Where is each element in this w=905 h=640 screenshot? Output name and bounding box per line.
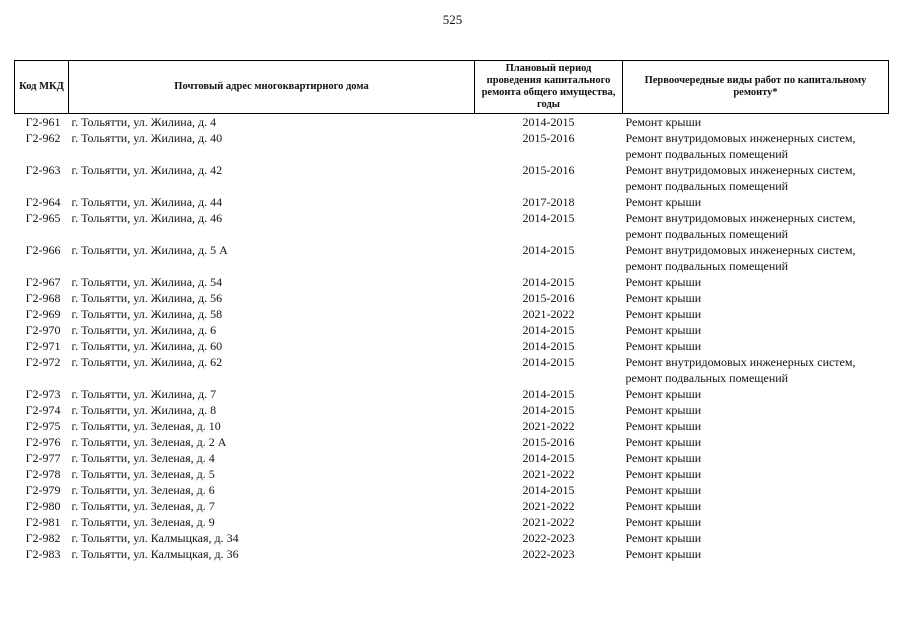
table-row [15,482,889,498]
table-header [15,61,889,114]
repair-table-container [14,60,889,562]
cell-works: Ремонт внутридомовых инженерных систем, ремонт подвальных помещений [625,131,856,161]
table-row [15,306,889,322]
table-row [15,498,889,514]
cell-address: г. Тольятти, ул. Жилина, д. 7 [71,387,217,401]
cell-works: Ремонт крыши [625,499,702,513]
cell-works: Ремонт крыши [625,435,702,449]
table-row [15,434,889,450]
table-row [15,338,889,354]
cell-address: г. Тольятти, ул. Жилина, д. 42 [71,163,223,177]
cell-works: Ремонт крыши [625,307,702,321]
cell-works: Ремонт крыши [625,195,702,209]
cell-code: Г2-965 [25,211,61,225]
cell-code: Г2-976 [25,435,61,449]
cell-address: г. Тольятти, ул. Жилина, д. 8 [71,403,217,417]
cell-code: Г2-961 [25,115,61,129]
table-row [15,194,889,210]
cell-address: г. Тольятти, ул. Зеленая, д. 7 [71,499,215,513]
cell-period: 2014-2015 [522,483,575,497]
cell-address: г. Тольятти, ул. Калмыцкая, д. 34 [71,531,239,545]
cell-works: Ремонт крыши [625,451,702,465]
cell-address: г. Тольятти, ул. Зеленая, д. 5 [71,467,215,481]
table-row [15,354,889,386]
cell-address: г. Тольятти, ул. Жилина, д. 56 [71,291,223,305]
table-row [15,514,889,530]
cell-period: 2014-2015 [522,387,575,401]
cell-period: 2014-2015 [522,403,575,417]
cell-period: 2014-2015 [522,355,575,369]
table-row [15,290,889,306]
cell-works: Ремонт внутридомовых инженерных систем, ремонт подвальных помещений [625,355,856,385]
cell-period: 2014-2015 [522,275,575,289]
cell-address: г. Тольятти, ул. Зеленая, д. 10 [71,419,221,433]
cell-code: Г2-977 [25,451,61,465]
cell-works: Ремонт крыши [625,323,702,337]
cell-address: г. Тольятти, ул. Жилина, д. 6 [71,323,217,337]
cell-period: 2014-2015 [522,323,575,337]
table-row [15,162,889,194]
cell-code: Г2-983 [25,547,61,561]
cell-works: Ремонт крыши [625,547,702,561]
cell-period: 2014-2015 [522,243,575,257]
cell-period: 2021-2022 [522,419,575,433]
header-period: Плановый период проведения капитального ремонта общего имущества, годы [475,61,623,114]
table-row [15,386,889,402]
cell-address: г. Тольятти, ул. Жилина, д. 62 [71,355,223,369]
cell-works: Ремонт крыши [625,387,702,401]
cell-address: г. Тольятти, ул. Жилина, д. 54 [71,275,223,289]
repair-table [14,60,889,562]
cell-code: Г2-972 [25,355,61,369]
table-body [15,114,889,563]
cell-period: 2021-2022 [522,515,575,529]
cell-works: Ремонт крыши [625,483,702,497]
table-row [15,130,889,162]
header-works: Первоочередные виды работ по капитальному ремонту* [623,61,889,114]
header-code: Код МКД [15,61,69,114]
cell-period: 2015-2016 [522,435,575,449]
table-row [15,530,889,546]
cell-period: 2021-2022 [522,499,575,513]
cell-period: 2014-2015 [522,339,575,353]
cell-code: Г2-974 [25,403,61,417]
page-number: 525 [442,12,463,27]
table-row [15,114,889,131]
cell-works: Ремонт крыши [625,403,702,417]
cell-period: 2022-2023 [522,547,575,561]
table-row [15,274,889,290]
cell-address: г. Тольятти, ул. Жилина, д. 58 [71,307,223,321]
cell-code: Г2-962 [25,131,61,145]
cell-code: Г2-970 [25,323,61,337]
table-row [15,466,889,482]
cell-works: Ремонт внутридомовых инженерных систем, ремонт подвальных помещений [625,211,856,241]
table-row [15,546,889,562]
cell-code: Г2-968 [25,291,61,305]
cell-period: 2014-2015 [522,451,575,465]
cell-code: Г2-975 [25,419,61,433]
cell-works: Ремонт внутридомовых инженерных систем, ремонт подвальных помещений [625,243,856,273]
cell-works: Ремонт крыши [625,467,702,481]
cell-code: Г2-971 [25,339,61,353]
cell-address: г. Тольятти, ул. Жилина, д. 44 [71,195,223,209]
cell-address: г. Тольятти, ул. Жилина, д. 4 [71,115,217,129]
cell-period: 2021-2022 [522,307,575,321]
cell-code: Г2-964 [25,195,61,209]
cell-period: 2014-2015 [522,211,575,225]
cell-address: г. Тольятти, ул. Жилина, д. 5 А [71,243,228,257]
cell-works: Ремонт крыши [625,339,702,353]
cell-works: Ремонт крыши [625,291,702,305]
cell-address: г. Тольятти, ул. Зеленая, д. 6 [71,483,215,497]
table-row [15,402,889,418]
cell-code: Г2-966 [25,243,61,257]
cell-period: 2022-2023 [522,531,575,545]
cell-code: Г2-982 [25,531,61,545]
cell-period: 2017-2018 [522,195,575,209]
cell-code: Г2-969 [25,307,61,321]
cell-works: Ремонт внутридомовых инженерных систем, ремонт подвальных помещений [625,163,856,193]
header-address: Почтовый адрес многоквартирного дома [69,61,475,114]
table-row [15,418,889,434]
cell-code: Г2-981 [25,515,61,529]
table-row [15,242,889,274]
cell-address: г. Тольятти, ул. Калмыцкая, д. 36 [71,547,239,561]
cell-address: г. Тольятти, ул. Жилина, д. 46 [71,211,223,225]
cell-address: г. Тольятти, ул. Зеленая, д. 9 [71,515,215,529]
cell-address: г. Тольятти, ул. Зеленая, д. 2 А [71,435,227,449]
cell-works: Ремонт крыши [625,419,702,433]
cell-period: 2015-2016 [522,131,575,145]
header-row [15,61,889,114]
cell-period: 2015-2016 [522,163,575,177]
table-row [15,322,889,338]
cell-code: Г2-973 [25,387,61,401]
cell-works: Ремонт крыши [625,531,702,545]
cell-code: Г2-979 [25,483,61,497]
cell-address: г. Тольятти, ул. Жилина, д. 40 [71,131,223,145]
cell-works: Ремонт крыши [625,515,702,529]
cell-period: 2014-2015 [522,115,575,129]
cell-address: г. Тольятти, ул. Зеленая, д. 4 [71,451,215,465]
cell-code: Г2-967 [25,275,61,289]
cell-address: г. Тольятти, ул. Жилина, д. 60 [71,339,223,353]
cell-works: Ремонт крыши [625,275,702,289]
table-row [15,210,889,242]
cell-period: 2021-2022 [522,467,575,481]
cell-works: Ремонт крыши [625,115,702,129]
cell-code: Г2-978 [25,467,61,481]
table-row [15,450,889,466]
cell-code: Г2-963 [25,163,61,177]
cell-period: 2015-2016 [522,291,575,305]
cell-code: Г2-980 [25,499,61,513]
